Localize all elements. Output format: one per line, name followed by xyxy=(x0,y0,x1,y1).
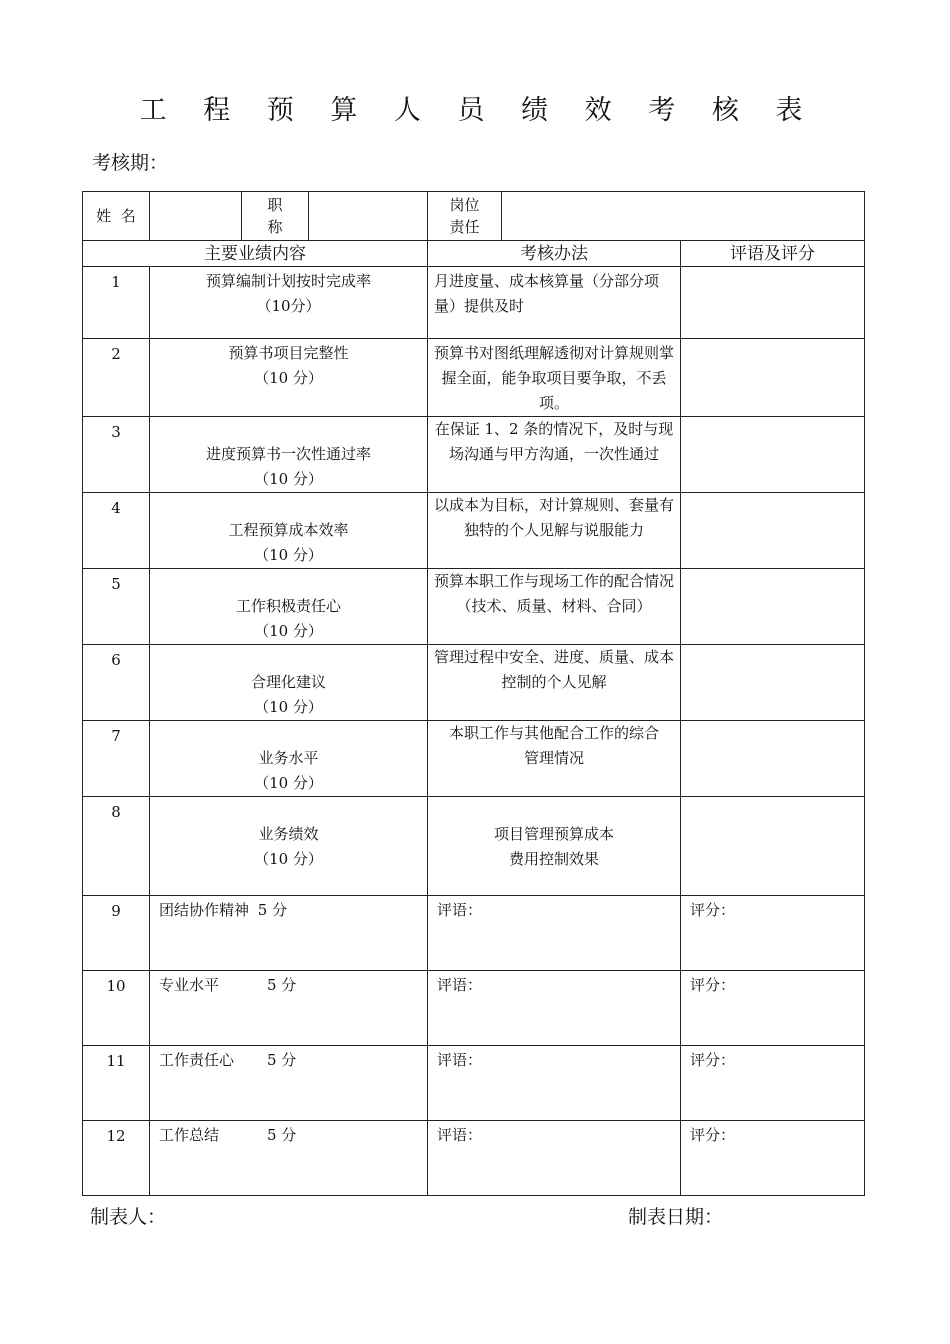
item-points: （10 分） xyxy=(254,546,323,564)
duty-label-line1: 岗位 xyxy=(449,196,480,214)
title-label-line1: 职 xyxy=(267,196,283,214)
table-row xyxy=(83,645,865,721)
item-name: 专业水平 xyxy=(159,976,220,994)
score-cell[interactable] xyxy=(681,569,865,645)
duty-label-cell xyxy=(428,192,502,241)
item-points: （10 分） xyxy=(254,850,323,868)
info-row xyxy=(83,192,865,241)
item-method: 本职工作与其他配合工作的综合管理情况 xyxy=(428,721,681,797)
item-method-line2: 费用控制效果 xyxy=(508,850,599,868)
item-points: （10 分） xyxy=(254,369,323,387)
item-points: 5 分 xyxy=(267,1051,297,1069)
item-content-cell xyxy=(150,896,428,971)
score-cell[interactable] xyxy=(681,493,865,569)
item-content: 工作积极责任心 xyxy=(235,597,341,615)
item-points: 5 分 xyxy=(267,1126,297,1144)
item-content-cell xyxy=(150,797,428,896)
comment-label: 评语： xyxy=(437,1126,483,1144)
score-cell[interactable] xyxy=(681,896,865,971)
row-number: 2 xyxy=(83,339,150,417)
row-number: 12 xyxy=(83,1121,150,1196)
item-content-cell xyxy=(150,1046,428,1121)
score-cell[interactable] xyxy=(681,417,865,493)
row-number: 7 xyxy=(83,721,150,797)
table-row xyxy=(83,417,865,493)
item-content: 预算编制计划按时完成率 xyxy=(205,272,371,290)
score-label: 评分： xyxy=(690,901,736,919)
item-content: 预算书项目完整性 xyxy=(228,344,349,362)
table-row xyxy=(83,1046,865,1121)
title-field[interactable] xyxy=(309,192,428,241)
row-number: 9 xyxy=(83,896,150,971)
item-content-cell xyxy=(150,267,428,339)
row-number: 3 xyxy=(83,417,150,493)
comment-cell[interactable] xyxy=(428,896,681,971)
comment-label: 评语： xyxy=(437,976,483,994)
assessment-table xyxy=(82,191,865,1196)
item-content-cell xyxy=(150,417,428,493)
item-name: 团结协作精神 xyxy=(159,901,250,919)
row-number: 1 xyxy=(83,267,150,339)
item-content-cell xyxy=(150,1121,428,1196)
item-content: 业务水平 xyxy=(258,749,319,767)
item-content: 业务绩效 xyxy=(258,825,319,843)
comment-cell[interactable] xyxy=(428,1121,681,1196)
title-label-cell xyxy=(242,192,309,241)
table-row xyxy=(83,971,865,1046)
score-cell[interactable] xyxy=(681,721,865,797)
table-row xyxy=(83,493,865,569)
table-row xyxy=(83,1121,865,1196)
item-method-line1: 项目管理预算成本 xyxy=(493,825,614,843)
row-number: 11 xyxy=(83,1046,150,1121)
name-label-cell xyxy=(83,192,150,241)
item-points: 5 分 xyxy=(257,901,288,919)
item-points: （10 分） xyxy=(254,774,323,792)
duty-field[interactable] xyxy=(502,192,865,241)
item-method: 管理过程中安全、进度、质量、成本控制的个人见解 xyxy=(428,645,681,721)
item-content-cell xyxy=(150,493,428,569)
comment-cell[interactable] xyxy=(428,1046,681,1121)
row-number: 8 xyxy=(83,797,150,896)
item-points: （10 分） xyxy=(254,470,323,488)
score-label: 评分： xyxy=(690,976,736,994)
item-method-cell xyxy=(428,797,681,896)
item-content: 工程预算成本效率 xyxy=(228,521,349,539)
row-number: 5 xyxy=(83,569,150,645)
comment-cell[interactable] xyxy=(428,971,681,1046)
item-content-cell xyxy=(150,569,428,645)
score-label: 评分： xyxy=(690,1126,736,1144)
score-cell[interactable] xyxy=(681,797,865,896)
table-row xyxy=(83,569,865,645)
item-method: 月进度量、成本核算量（分部分项量）提供及时 xyxy=(428,267,681,339)
name-field[interactable] xyxy=(150,192,242,241)
item-method: 预算本职工作与现场工作的配合情况（技术、质量、材料、合同） xyxy=(428,569,681,645)
item-content-cell xyxy=(150,339,428,417)
score-cell[interactable] xyxy=(681,645,865,721)
header-row xyxy=(83,241,865,267)
item-method: 以成本为目标，对计算规则、套量有独特的个人见解与说服能力 xyxy=(428,493,681,569)
header-content: 主要业绩内容 xyxy=(83,241,428,267)
score-cell[interactable] xyxy=(681,1121,865,1196)
item-points: （10分） xyxy=(256,297,321,315)
item-method: 预算书对图纸理解透彻对计算规则掌握全面，能争取项目要争取，不丢项。 xyxy=(428,339,681,417)
table-date-label: 制表日期： xyxy=(628,1206,724,1228)
row-number: 4 xyxy=(83,493,150,569)
item-content-cell xyxy=(150,721,428,797)
score-cell[interactable] xyxy=(681,339,865,417)
item-content-cell xyxy=(150,645,428,721)
row-number: 6 xyxy=(83,645,150,721)
table-maker-label: 制表人： xyxy=(90,1206,167,1228)
form-title: 工 程 预 算 人 员 绩 效 考 核 表 xyxy=(139,95,817,126)
item-content: 进度预算书一次性通过率 xyxy=(205,445,371,463)
assessment-period-label: 考核期： xyxy=(92,152,169,174)
item-name: 工作总结 xyxy=(159,1126,220,1144)
title-label-line2: 称 xyxy=(267,218,283,236)
score-cell[interactable] xyxy=(681,971,865,1046)
name-label: 姓 名 xyxy=(96,206,136,225)
item-content-cell xyxy=(150,971,428,1046)
table-row xyxy=(83,721,865,797)
row-number: 10 xyxy=(83,971,150,1046)
table-row xyxy=(83,267,865,339)
score-cell[interactable] xyxy=(681,267,865,339)
duty-label-line2: 责任 xyxy=(449,218,480,236)
score-label: 评分： xyxy=(690,1051,736,1069)
header-score: 评语及评分 xyxy=(681,241,865,267)
table-row xyxy=(83,896,865,971)
item-content: 合理化建议 xyxy=(250,673,326,691)
item-points: （10 分） xyxy=(254,698,323,716)
header-method: 考核办法 xyxy=(428,241,681,267)
item-points: 5 分 xyxy=(267,976,297,994)
comment-label: 评语： xyxy=(437,1051,483,1069)
item-points: （10 分） xyxy=(254,622,323,640)
item-method: 在保证 1、2 条的情况下，及时与现场沟通与甲方沟通，一次性通过 xyxy=(428,417,681,493)
item-name: 工作责任心 xyxy=(159,1051,235,1069)
comment-label: 评语： xyxy=(437,901,483,919)
table-row xyxy=(83,797,865,896)
score-cell[interactable] xyxy=(681,1046,865,1121)
table-row xyxy=(83,339,865,417)
